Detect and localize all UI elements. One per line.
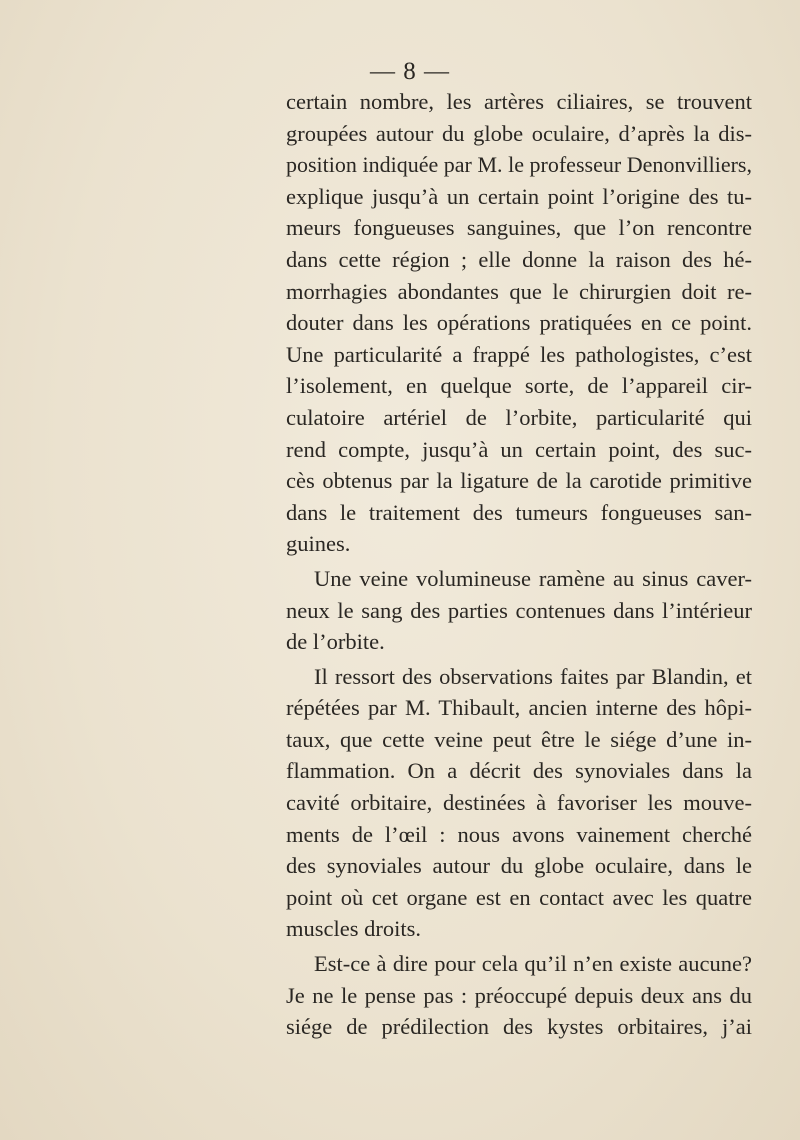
text-line: dans cette région ; elle donne la raison des hé- — [286, 246, 752, 272]
text-line: ments de l’œil : nous avons vainement cherché — [286, 821, 752, 847]
text-line: explique jusqu’à un certain point l’origine des tu- — [286, 183, 752, 209]
text-line: flammation. On a décrit des synoviales dans la — [286, 758, 752, 784]
paragraph — [286, 563, 752, 658]
text-line: de l’orbite. — [286, 629, 385, 655]
text-line: Est-ce à dire pour cela qu’il n’en existe aucune? — [314, 951, 752, 977]
text-line: des synoviales autour du globe oculaire, dans le — [286, 853, 752, 879]
text-line: morrhagies abondantes que le chirurgien doit re- — [286, 278, 752, 304]
text-line: groupées autour du globe oculaire, d’après la dis- — [286, 120, 752, 146]
text-line: point où cet organe est en contact avec les quatre — [286, 884, 752, 910]
text-line: douter dans les opérations pratiquées en ce point. — [286, 310, 752, 336]
text-line: cavité orbitaire, destinées à favoriser les mouve- — [286, 790, 752, 816]
paragraph — [286, 948, 752, 1043]
text-line: guines. — [286, 531, 351, 557]
text-line: dans le traitement des tumeurs fongueuses san- — [286, 499, 752, 525]
paragraph — [286, 661, 752, 945]
text-line: Une particularité a frappé les pathologistes, c’est — [286, 341, 752, 367]
text-line: culatoire artériel de l’orbite, particularité qui — [286, 404, 752, 430]
text-line: position indiquée par M. le professeur Denonvilliers, — [286, 152, 752, 178]
text-line: Une veine volumineuse ramène au sinus caver- — [314, 565, 752, 591]
text-line: siége de prédilection des kystes orbitaires, j’ai — [286, 1014, 752, 1040]
text-line: taux, que cette veine peut être le siége d’une in- — [286, 726, 752, 752]
text-line: certain nombre, les artères ciliaires, se trouvent — [286, 89, 752, 114]
paragraph — [286, 86, 752, 560]
text-line: meurs fongueuses sanguines, que l’on rencontre — [286, 215, 752, 241]
text-line: répétées par M. Thibault, ancien interne des hôpi- — [286, 695, 752, 721]
text-line: Il ressort des observations faites par Blandin, et — [314, 663, 752, 689]
text-line: neux le sang des parties contenues dans l’intérieur — [286, 597, 752, 623]
text-line: Je ne le pense pas : préoccupé depuis deux ans du — [286, 982, 752, 1008]
body-text — [286, 86, 752, 1043]
page-number: — 8 — — [370, 58, 450, 85]
text-line: cès obtenus par la ligature de la carotide primitive — [286, 468, 752, 494]
text-line: l’isolement, en quelque sorte, de l’appareil cir- — [286, 373, 752, 399]
text-line: rend compte, jusqu’à un certain point, des suc- — [286, 436, 752, 462]
text-line: muscles droits. — [286, 916, 421, 942]
